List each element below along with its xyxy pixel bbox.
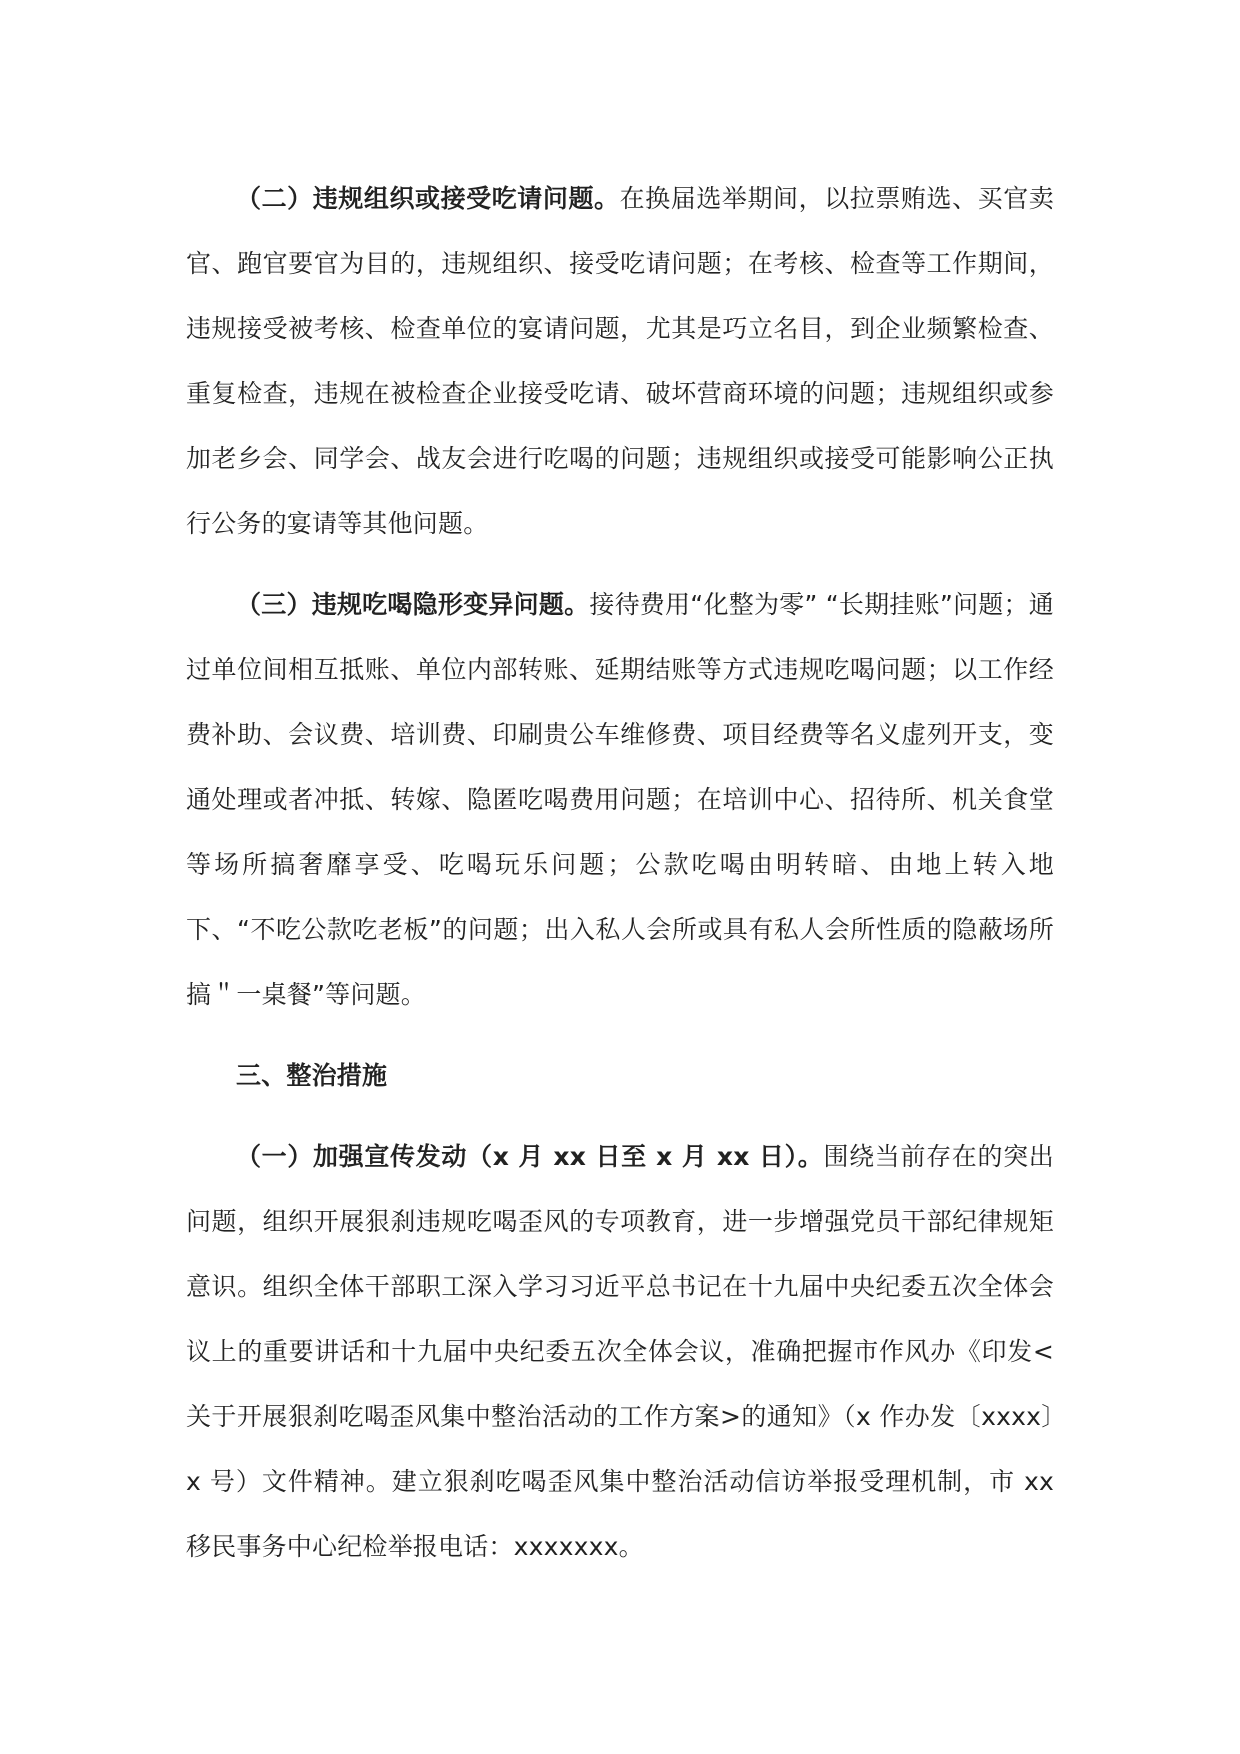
paragraph-body: 围绕当前存在的突出问题，组织开展狠刹违规吃喝歪风的专项教育，进一步增强党员干部纪律规矩意识。组织全体干部职工深入学习习近平总书记在十九届中央纪委五次全体会议上的重要讲话和十九届中央纪委五次全体会议，准确把握市作风办《印发<关于开展狠刹吃喝歪风集中整治活动的工作方案>的通知》（x 作办发〔xxxx〕x 号）文件精神。建立狠刹吃喝歪风集中整治活动信访举报受理机制，市 xx 移民事务中心纪检举报电话：xxxxxxx。 [186, 1142, 1054, 1561]
paragraph-lead: （三）违规吃喝隐形变异问题。 [236, 590, 590, 619]
document-page [186, 166, 1054, 1579]
paragraph-body: 在换届选举期间，以拉票贿选、买官卖官、跑官要官为目的，违规组织、接受吃请问题；在考核、检查等工作期间，违规接受被考核、检查单位的宴请问题，尤其是巧立名目，到企业频繁检查、重复检查，违规在被检查企业接受吃请、破坏营商环境的问题；违规组织或参加老乡会、同学会、战友会进行吃喝的问题；违规组织或接受可能影响公正执行公务的宴请等其他问题。 [186, 184, 1054, 538]
paragraph-body: 接待费用“化整为零” “长期挂账”问题；通过单位间相互抵账、单位内部转账、延期结账等方式违规吃喝问题；以工作经费补助、会议费、培训费、印刷贵公车维修费、项目经费等名义虚列开支，变通处理或者冲抵、转嫁、隐匿吃喝费用问题；在培训中心、招待所、机关食堂等场所搞奢靡享受、吃喝玩乐问题；公款吃喝由明转暗、由地上转入地下、“不吃公款吃老板”的问题；出入私人会所或具有私人会所性质的隐蔽场所搞＂一桌餐”等问题。 [186, 590, 1054, 1009]
section-heading: 三、整治措施 [236, 1061, 388, 1090]
paragraph-lead: （一）加强宣传发动（x 月 xx 日至 x 月 xx 日）。 [236, 1142, 824, 1171]
paragraph-lead: （二）违规组织或接受吃请问题。 [236, 184, 620, 213]
paragraph-hidden-dining [186, 572, 1054, 1027]
paragraph-publicity [186, 1124, 1054, 1579]
paragraph-violation-banquets [186, 166, 1054, 556]
